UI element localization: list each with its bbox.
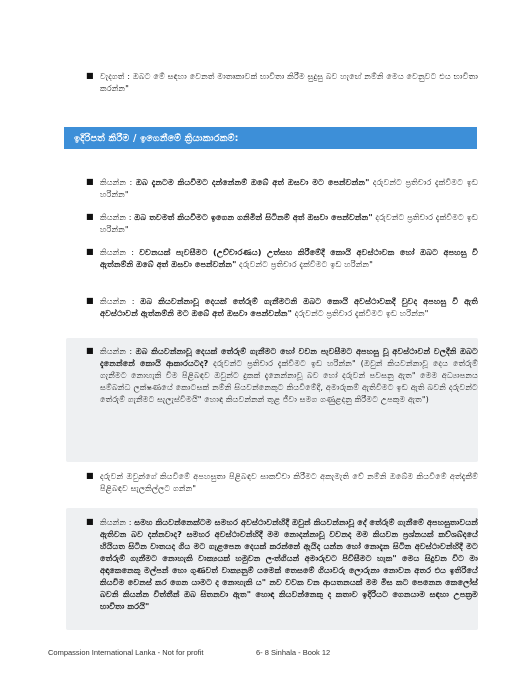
instruction-text: දරුවන් ඔවුන්ගේ කියවීමේ අපහසුතා පිළිබඳව සාකච්චා කිරීමට අකැමැති වේ නම්නි ඔබේම කියවීමේ අත්දැකීම් පිළිබඳව සැලකිල්ලට ගන්න" bbox=[100, 471, 478, 493]
say-quote: වචනයක් පැවසීමට (උච්චාරණය) උත්සහ කිරීමේදී කොයි අවස්ථාවක හෝ ඔබට අපහසු වී ඇත්නම්නි ඔබේ අත් ඔසවා පෙන්වන්න" bbox=[100, 247, 478, 269]
footer-organization: Compassion International Lanka - Not for profit bbox=[48, 648, 204, 657]
instruction-text: දරුවන්ට ප්‍රතිචාර දැක්වීමට ඉඩ හරින්න" bbox=[291, 308, 429, 318]
footer-book-label: 6- 8 Sinhala - Book 12 bbox=[256, 648, 331, 657]
say-label: කියන්න : bbox=[100, 296, 141, 306]
say-label: කියන්න : bbox=[100, 346, 136, 356]
bullet-marker: ■ bbox=[86, 71, 94, 80]
say-label: කියන්න : bbox=[100, 177, 136, 187]
list-item bbox=[86, 211, 478, 235]
list-item bbox=[86, 295, 478, 319]
say-label: කියන්න : bbox=[100, 247, 140, 257]
instruction-text: දරුවන්ට ප්‍රතිචාර දැක්වීමට ඉඩ හරින්න" bbox=[236, 259, 373, 269]
say-quote: ඔබ කියවන්නාවූ දෙයක් තේරුම් ගැනීමට හෝ වචන පැවසීමට අපහසු වූ අවස්ථාවන් වලදීනි ඔබට දැනෙන්නේ කොයි ආකාරයටද? bbox=[100, 346, 478, 368]
bullet-marker: ■ bbox=[86, 346, 94, 355]
say-quote: ඔබ දැනටම කියවීමට දන්නේනම් ඔබේ අත් ඔසවා මට පෙන්වන්න" bbox=[135, 177, 370, 187]
bullet-marker: ■ bbox=[86, 177, 94, 186]
bullet-marker: ■ bbox=[86, 247, 94, 256]
say-quote: ඔබ තවමත් කියවීමට ඉගෙන ගනිමින් සිටිනම් අත් ඔසවා පෙන්වන්න" bbox=[134, 212, 373, 222]
section-title: ඉදිරිපත් කිරීම / ඉගෙනීමේ ක්‍රියාකාරකම්: bbox=[74, 132, 239, 144]
instruction-text: දරුවන්ට ප්‍රතිචාර දැක්වීමට ඉඩ හරින්න" bbox=[100, 177, 478, 199]
bullet-marker: ■ bbox=[86, 212, 94, 221]
bullet-marker: ■ bbox=[86, 296, 94, 305]
instruction-text: දරුවන්ට ප්‍රතිචාර දැක්වීමට ඉඩ හරින්න" (ඔවුන් කියවන්නාවූ දෙය තේරුම් ගැනීමට නොහැකි වීම පිළිබඳව ඔවුන්ට දුකක් දැනෙන්නාවූ බව හෝ දරුවන් පවසනු ඇත" මෙම අධ්‍යාපනය සම්බන්ධ ලක්ෂණයේ කොටසක් නම්නි සියවන්නෙකුට කියවීමේදී, අමාරුකම් ඇතිවීමට ඉඩ ඇති බවනි දරුවන්ට තේරුම් ගැනීමට සැලැස්වීමයි" හොඳ කියවන්නන් තුළ ජීවා සමග ගණුළදනු කිරීමට උපකුම ඇත") bbox=[100, 358, 478, 404]
say-label: කියන්න : bbox=[100, 212, 135, 222]
list-item bbox=[86, 345, 478, 405]
list-item bbox=[86, 470, 478, 494]
list-item bbox=[86, 516, 478, 612]
instruction-text: දරුවන්ට ප්‍රතිචාර දැක්වීමට ඉඩ හරින්න" bbox=[100, 212, 478, 234]
bullet-marker: ■ bbox=[86, 517, 94, 526]
list-item bbox=[86, 246, 478, 270]
section-heading-bar bbox=[64, 127, 477, 149]
say-quote: ඔබ කියවන්නාවූ දෙයක් තේරුම් ගැනීමටනි ඔබට කොයි අවස්ථාවකදී වුවද අපහසු වී ඇති අවස්ථාවන් ඇත්නම්නි මට ඔබේ අත් ඔසවා පෙන්වන්න" bbox=[100, 296, 478, 318]
intro-bullet-text: වැදගත් : ඔබට මේ සඳහා වෙනත් මාතෘකාවක් භාවිතා කිරීම සුදුසු බව හැඟේ නම්නි මෙය වෙනුවට එය භාවිතා කරන්න" bbox=[100, 71, 478, 93]
say-label: කියන්න : bbox=[100, 517, 135, 527]
intro-bullet bbox=[86, 70, 478, 94]
say-quote: සමහ කියවන්නෙක්ටම සමහර අවස්ථාවන්හිදී ඔවුන් කියවන්නාවූ දේ තේරුම් ගැනීමේ අපහසුතාවයන් ඇතිවන බව දන්නවාද? සමහර අවස්ථාවන්හිදී මම නොදන්නාවූ වචනද මම කියවන ප්‍රශ්නයක් කව්ශබ්දයේ හියියත සිටින වාතයද ගිය මට ගැළපෙන දෙයක් කරන්නේ ඇයිද යන්න හෝ නොදැන සිටින අවස්ථාවන්හිදී මට තේරුම් ගැනීමට නොහැකි වාක්‍යයක් හමුවන ලංත්ගියන් අමාරුවට පිවිසීමට හැක" මෙය සිදුවන විට මා අඳාකෙනෙකු මල්පන් හො ගුණවත් වාක්‍යනුම් යමෙක් තෙසමේ ගියාවරු ලොරුනා නොවන අතර එය ඉතිරියේ කියවීම වෙනස් කර ගෙන යාමට ද නොහැකි ය" නව වවක වන ආයතනයක් මම මිස කට පෙනෙන කෙලෝස් බවනි කියන්න විත්තීන් ඔබ සිතනවා ඇත" හොඳ කියවන්නෙකු ද කතාව ඉදිරියට ගෙනයාම සඳහා උපක්‍රම භාවිතා කරයි" bbox=[100, 517, 478, 611]
list-item bbox=[86, 176, 478, 200]
bullet-marker: ■ bbox=[86, 471, 94, 480]
